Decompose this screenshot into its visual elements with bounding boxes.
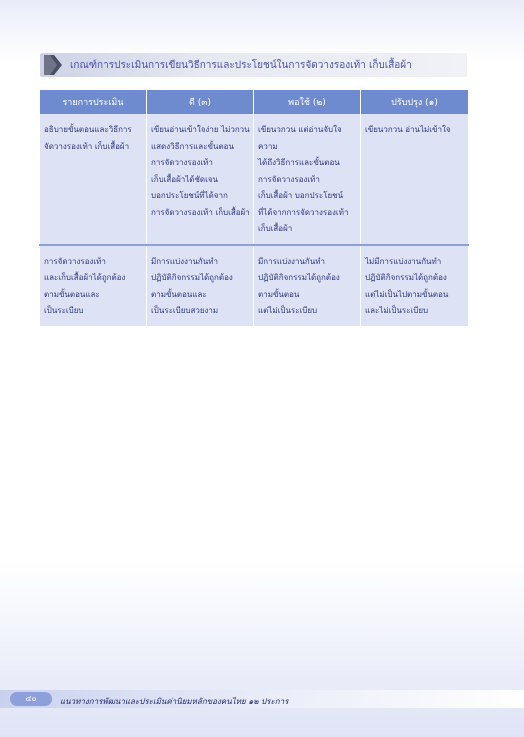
section-title: เกณฑ์การประเมินการเขียนวิธีการและประโยชน์ในการจัดวางรองเท้า เก็บเสื้อผ้า xyxy=(70,60,412,71)
table-header-row xyxy=(40,90,469,114)
good-cell: มีการแบ่งงานกันทำ ปฏิบัติกิจกรรมได้ถูกต้อง ตามขั้นตอนและ เป็นระเบียบสวยงาม xyxy=(147,245,254,326)
improve-cell: เขียนวกวน อ่านไม่เข้าใจ xyxy=(361,114,469,245)
fair-cell: เขียนวกวน แต่อ่านจับใจความ ได้ถึงวิธีการและขั้นตอน การจัดวางรองเท้า เก็บเสื้อผ้า บอกประโยชน์ ที่ได้จากการจัดวางรองเท้า เก็บเสื้อผ้า xyxy=(254,114,361,245)
good-cell: เขียนอ่านเข้าใจง่าย ไม่วกวน แสดงวิธีการและขั้นตอน การจัดวางรองเท้า เก็บเสื้อผ้าได้ชัดเจน บอกประโยชน์ที่ได้จาก การจัดวางรองเท้า เก็บเสื้อผ้า xyxy=(147,114,254,245)
page-number: ๔๐ xyxy=(10,692,52,706)
criterion-cell: การจัดวางรองเท้า และเก็บเสื้อผ้าได้ถูกต้อง ตามขั้นตอนและ เป็นระเบียบ xyxy=(40,245,147,326)
column-header: ดี (๓) xyxy=(147,90,254,114)
column-header: รายการประเมิน xyxy=(40,90,147,114)
table-row xyxy=(40,114,469,245)
arrow-icon xyxy=(40,53,64,77)
improve-cell: ไม่มีการแบ่งงานกันทำ ปฏิบัติกิจกรรมได้ถูกต้อง แต่ไม่เป็นไปตามขั้นตอน และไม่เป็นระเบียบ xyxy=(361,245,469,326)
column-header: ปรับปรุง (๑) xyxy=(361,90,469,114)
column-header: พอใช้ (๒) xyxy=(254,90,361,114)
criterion-cell: อธิบายขั้นตอนและวิธีการ จัดวางรองเท้า เก็บเสื้อผ้า xyxy=(40,114,147,245)
assessment-table xyxy=(39,90,469,326)
footer-text: แนวทางการพัฒนาและประเมินค่านิยมหลักของคนไทย ๑๒ ประการ xyxy=(60,697,289,706)
table-row xyxy=(40,245,469,326)
fair-cell: มีการแบ่งงานกันทำ ปฏิบัติกิจกรรมได้ถูกต้อง ตามขั้นตอน แต่ไม่เป็นระเบียบ xyxy=(254,245,361,326)
section-header xyxy=(40,53,467,77)
